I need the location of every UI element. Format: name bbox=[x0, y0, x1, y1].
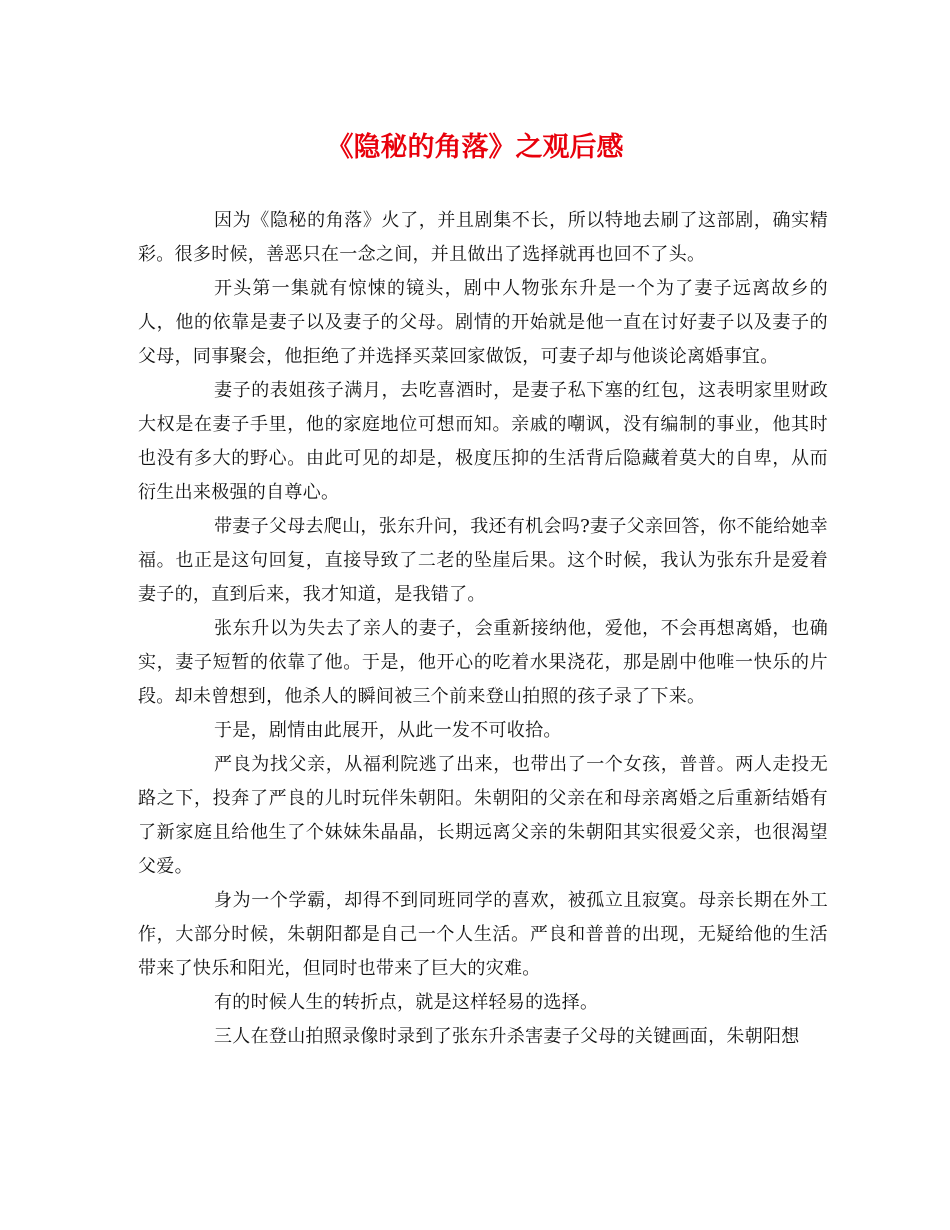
paragraph: 开头第一集就有惊悚的镜头，剧中人物张东升是一个为了妻子远离故乡的人，他的依靠是妻子以及妻子的父母。剧情的开始就是他一直在讨好妻子以及妻子的父母，同事聚会，他拒绝了并选择买菜回家做饭，可妻子却与他谈论离婚事宜。 bbox=[138, 278, 828, 367]
paragraph: 身为一个学霸，却得不到同班同学的喜欢，被孤立且寂寞。母亲长期在外工作，大部分时候，朱朝阳都是自己一个人生活。严良和普普的出现，无疑给他的生活带来了快乐和阳光，但同时也带来了巨大的灾难。 bbox=[138, 890, 828, 979]
paragraph: 三人在登山拍照录像时录到了张东升杀害妻子父母的关键画面，朱朝阳想 bbox=[214, 1026, 800, 1047]
document-title: 《隐秘的角落》之观后感 bbox=[326, 132, 624, 163]
paragraph: 严良为找父亲，从福利院逃了出来，也带出了一个女孩，普普。两人走投无路之下，投奔了严良的儿时玩伴朱朝阳。朱朝阳的父亲在和母亲离婚之后重新结婚有了新家庭且给他生了个妹妹朱晶晶，长期远离父亲的朱朝阳其实很爱父亲，也很渴望父爱。 bbox=[138, 754, 828, 877]
document-body bbox=[138, 204, 828, 1054]
paragraph: 张东升以为失去了亲人的妻子，会重新接纳他，爱他，不会再想离婚，也确实，妻子短暂的依靠了他。于是，他开心的吃着水果浇花，那是剧中他唯一快乐的片段。却未曾想到，他杀人的瞬间被三个前来登山拍照的孩子录了下来。 bbox=[138, 618, 828, 707]
paragraph: 有的时候人生的转折点，就是这样轻易的选择。 bbox=[214, 992, 599, 1013]
paragraph: 带妻子父母去爬山，张东升问，我还有机会吗?妻子父亲回答，你不能给她幸福。也正是这句回复，直接导致了二老的坠崖后果。这个时候，我认为张东升是爱着妻子的，直到后来，我才知道，是我错了。 bbox=[138, 516, 828, 605]
paragraph: 妻子的表姐孩子满月，去吃喜酒时，是妻子私下塞的红包，这表明家里财政大权是在妻子手里，他的家庭地位可想而知。亲戚的嘲讽，没有编制的事业，他其时也没有多大的野心。由此可见的却是，极度压抑的生活背后隐藏着莫大的自卑，从而衍生出来极强的自尊心。 bbox=[138, 380, 828, 503]
paragraph: 因为《隐秘的角落》火了，并且剧集不长，所以特地去刷了这部剧，确实精彩。很多时候，善恶只在一念之间，并且做出了选择就再也回不了头。 bbox=[138, 210, 828, 265]
paragraph: 于是，剧情由此展开，从此一发不可收拾。 bbox=[214, 720, 562, 741]
